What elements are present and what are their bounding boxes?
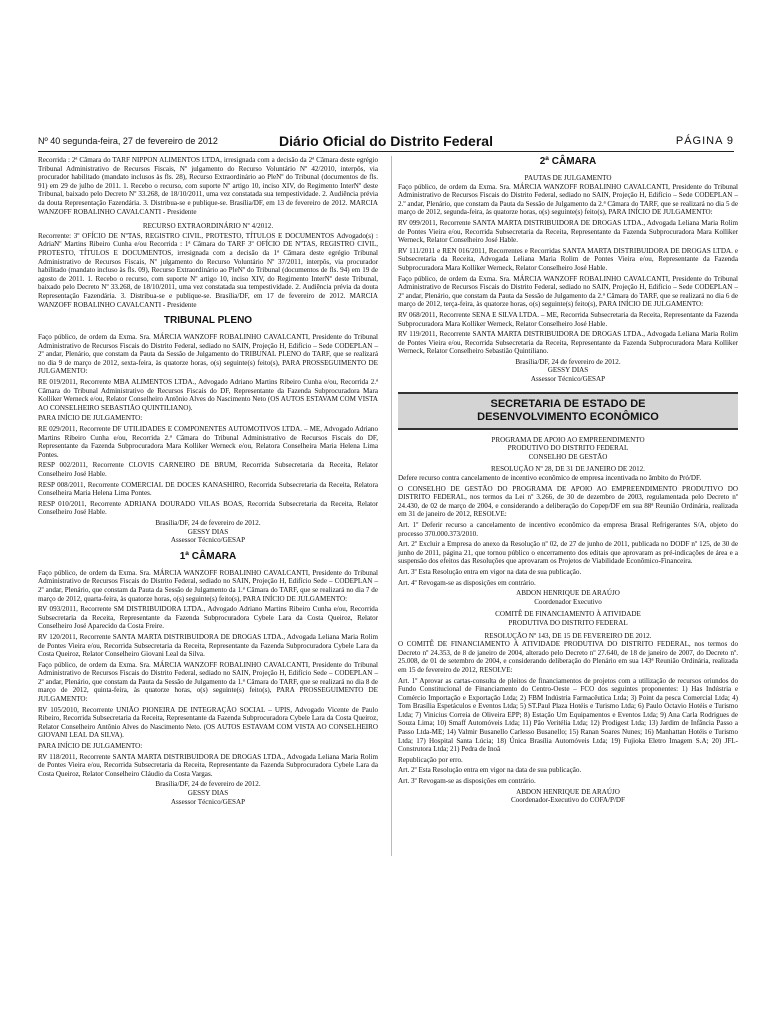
paragraph: Art. 1º Aprovar as cartas-consulta de pleitos de financiamentos de projetos com a utilização de recursos oriundos do Fundo Constitucional de Financiamento do Centro-Oeste – FCO dos seguintes proponentes: 1) Has Indústria e Comércio Importação e Exportação Ltda; 2) FBM Indústria Farmacêutica Ltda; 3) Point da pesca Comercial Ltda; 4) Tom Brasília Espetáculos e Eventos Ltda; 5) ST.Paul Plaza Hotéis e Turismo Ltda; 6) Paulo Octavio Hotéis e Turismo Ltda; 7) Vinicius Correia de Oliveira EPP; 8) Estação Um Equipamentos e Eventos Ltda; 9) Ana Carla Rodrigues de Souza Lima; 10) Smaff Automóveis Ltda; 11) Pão Veritélia Ltda; 12) Prodigest Ltda; 13) Jardim de Infância Passo a Passo Ltda-ME; 14) Valmir Busanello Carlesso Busanello; 15) Ranan Soares Nunes; 16) Manhattan Hotéis e Turismo Ltda; 17) Hospital Santa Lúcia; 18) Única Brasília Automóveis Ltda; 19) Fujioka Eletro Imagem S.A; 20) JFL-Construtora Ltda; 21) Pedra de Inoã: [398, 676, 738, 754]
signature-role: Assessor Técnico/GESAP: [170, 797, 246, 806]
paragraph: Republicação por erro.: [398, 755, 463, 764]
signature-name: GESSY DIAS: [187, 527, 229, 536]
subheading: PAUTAS DE JULGAMENTO: [524, 174, 612, 182]
paragraph: Art. 3º Revogam-se as disposições em contrário.: [398, 777, 536, 786]
paragraph: Recorrida : 2ª Câmara do TARF NIPPON ALIMENTOS LTDA, irresignada com a decisão da 2ª Câmara deste egrégio Tribunal Administrativo de Recursos Fiscais, Nº julgamento do Recurso Voluntário Nº 42/2010, interpôs, via procurador habilitado (mandato inclusos às fls. 28), Recurso Extraordinário ao PleNº do Tribunal (documentos de fls. 91) em 29 de julho de 2011. 1. Recebo o recurso, com suporte Nº artigo 10, inciso XIV, do Regimento InterNº deste Tribunal, baixado pelo Decreto Nº 33.268, de 18/10/2011, uma vez constatada sua tempestividade. 2. Audiência prévia da douta Representação Fazendária. 3. Distribua-se e publique-se. Brasília/DF, em 13 de fevereiro de 2012. MARCIA WANZOFF ROBALINHO CAVALCANTI - Presidente: [38, 156, 378, 216]
paragraph: Art. 1º Deferir recurso a cancelamento de incentivo econômico da empresa Brasal Refrigerantes S/A, objeto do processo 370.000.373/2010.: [398, 521, 738, 538]
secretaria-heading-line: DESENVOLVIMENTO ECONÔMICO: [477, 410, 659, 423]
column-divider: [391, 156, 392, 856]
paragraph: Art. 2º Esta Resolução entra em vigor na data de sua publicação.: [398, 766, 582, 775]
signature-role: Assessor Técnico/GESAP: [530, 375, 606, 384]
secretaria-heading-line: SECRETARIA DE ESTADO DE: [490, 397, 646, 410]
page-header: [38, 133, 734, 152]
program-heading: CONSELHO DE GESTÃO: [528, 452, 608, 461]
paragraph: Defere recurso contra cancelamento de incentivo econômico de empresa incentivada no âmbito do Pró/DF.: [398, 474, 702, 483]
paragraph: PARA INÍCIO DE JULGAMENTO:: [38, 414, 143, 423]
paragraph: RESP 008/2011, Recorrente COMERCIAL DE DOCES KANASHIRO, Recorrida Subsecretaria da Receita, Relatora Conselheira Maria Helena Lima Pontes.: [38, 480, 378, 498]
paragraph: Faço público, de ordem da Exma. Sra. MÁRCIA WANZOFF ROBALINHO CAVALCANTI, Presidente do Tribunal Administrativo de Recursos Fiscais do Distrito Federal, sediado no SAIN, Projeção H, Edifício Sede – CODEPLAN – 2º andar, Plenário, que constam da Pauta da Sessão de Julgamento da 1.ª Câmara do TARF, que se realizará no dia 7 de março de 2012, quarta-feira, às quatorze horas, o(s) seguinte(s) feito(s), PARA INÍCIO DE JULGAMENTO:: [38, 568, 378, 603]
paragraph: Art. 3º Esta Resolução entra em vigor na data de sua publicação.: [398, 567, 582, 576]
program-heading: PROGRAMA DE APOIO AO EMPREENDIMENTO: [491, 435, 645, 444]
signature-name: ABDON HENRIQUE DE ARAÚJO: [516, 787, 620, 796]
paragraph: RESP 010/2011, Recorrente ADRIANA DOURADO VILAS BOAS, Recorrida Subsecretaria da Receita, Relator Conselheiro José Hable.: [38, 499, 378, 517]
signature-role: Coordenador-Executivo do COFA/P/DF: [510, 796, 625, 805]
signature-name: GESSY DIAS: [547, 366, 589, 375]
paragraph: PARA INÍCIO DE JULGAMENTO:: [38, 742, 143, 751]
paragraph: RE 029/2011, Recorrente DF UTILIDADES E COMPONENTES AUTOMOTIVOS LTDA. – ME, Advogado Adriano Martins Ribeiro Cunha e/ou, Recorrida 2.ª Câmara do Tribunal Administrativo de Recursos Fiscais do DF, Representante da Fazenda Subprocuradora Mara Kolliker Werneck e/ou, Relatora Conselheira Maria Helena Lima Pontes.: [38, 425, 378, 459]
program-heading: PRODUTIVO DO DISTRITO FEDERAL: [507, 444, 629, 453]
paragraph: Faço público, de ordem da Exma. Sra. MÁRCIA WANZOFF ROBALINHO CAVALCANTI, Presidente do Tribunal Administrativo de Recursos Fiscais do Distrito Federal, sediado no SAIN, Projeção H, Edifício Sede – CODEPLAN – 2º andar, Plenário, que constam da Pauta da Sessão de Julgamento da 1.ª Câmara do TARF, que se realizará no dia 8 de março de 2012, quinta-feira, às quatorze horas, o(s) seguinte(s) feito(s), PARA PROSSEGUIMENTO DE JULGAMENTO:: [38, 660, 378, 704]
paragraph: O COMITÊ DE FINANCIAMENTO À ATIVIDADE PRODUTIVA DO DISTRITO FEDERAL, nos termos do Decreto nº 24.353, de 8 de janeiro de 2004, alterado pelo Decreto nº 27.640, de 18 de janeiro de 2007, do Decreto nº. 25.008, de 01 de setembro de 2004, e considerando deliberação do Plenário em sua 143ª Reunião Ordinária, realizada em 15 de fevereiro de 2012, RESOLVE:: [398, 640, 738, 674]
paragraph: O CONSELHO DE GESTÃO DO PROGRAMA DE APOIO AO EMPREENDIMENTO PRODUTIVO DO DISTRITO FEDERAL, nos termos da Lei nº 3.266, de 30 de dezembro de 2003, regulamentada pelo Decreto nº 24.430, de 02 de março de 2004, e considerando a deliberação do Copep/DF em sua 88ª Reunião Ordinária, realizada em 31 de janeiro de 2012, RESOLVE:: [398, 484, 738, 519]
paragraph: RESP 002/2011, Recorrente CLOVIS CARNEIRO DE BRUM, Recorrida Subsecretaria da Receita, Relator Conselheiro José Hable.: [38, 461, 378, 478]
paragraph: RV 093/2011, Recorrente SM DISTRIBUIDORA LTDA., Advogado Adriano Martins Ribeiro Cunha e/ou, Recorrida Subsecretaria da Receita, Representante da Fazenda Subprocuradora Cybele Lara da Costa Queiroz, Relator Conselheiro José Aparecido da Costa Freire.: [38, 605, 378, 631]
paragraph: Art. 4º Revogam-se as disposições em contrário.: [398, 578, 536, 587]
section-title-tribunal-pleno: TRIBUNAL PLENO: [163, 315, 253, 327]
signature-date: Brasília/DF, 24 de fevereiro de 2012.: [155, 518, 261, 527]
signature-date: Brasília/DF, 24 de fevereiro de 2012.: [515, 357, 621, 366]
paragraph: RV 120/2011, Recorrente SANTA MARTA DISTRIBUIDORA DE DROGAS LTDA., Advogada Leliana Maria Rolim de Pontes Vieira e/ou, Recorrida Subsecretaria da Receita, Representante da Fazenda Subprocuradora Cybele Lara da Costa Queiroz, Relator Conselheiro Giovani Leal da Silva.: [38, 632, 378, 659]
secretaria-heading-box: [398, 392, 738, 430]
committee-heading: PRODUTIVA DO DISTRITO FEDERAL: [508, 618, 628, 627]
left-column: [38, 156, 378, 806]
resolution-title: RESOLUÇÃO Nº 143, DE 15 DE FEVEREIRO DE 2012.: [484, 631, 652, 640]
paragraph: Recorrente: 3º OFÍCIO DE NºTAS, REGISTRO CIVIL, PROTESTO, TÍTULOS E DOCUMENTOS Advogado(s) : AdriaNº Martins Ribeiro Cunha e/ou Recorrida : 1ª Câmara do TARF 3º OFÍCIO DE NºTAS, REGISTRO CIVIL, PROTESTO, TÍTULOS E DOCUMENTOS, irresignada com a decisão da 1ª Câmara deste egrégio Tribunal Administrativo de Recursos Fiscais, Nº julgamento do Recurso Voluntário Nº 37/2011, interpôs, via procurador habilitado (mandato incluso às fls. 09), Recurso Extraordinário ao PleNº do Tribunal (documentos de fls. 94) em 19 de agosto de 2011. 1. Recebo o recurso, com suporte Nº artigo 10, inciso XIV, do Regimento InterNº deste Tribunal, baixado pelo Decreto Nº 33.268, de 18/10/2011, uma vez constatada sua tempestividade. 2. Audiência prévia da douta Representação Fazendária. 3. Distribua-se e publique-se. Brasília/DF, em 17 de fevereiro de 2012. MARCIA WANZOFF ROBALINHO CAVALCANTI - Presidente: [38, 231, 378, 309]
signature-date: Brasília/DF, 24 de fevereiro de 2012.: [155, 780, 261, 789]
paragraph: RV 118/2011, Recorrente SANTA MARTA DISTRIBUIDORA DE DROGAS LTDA., Advogada Leliana Maria Rolim de Pontes Vieira e/ou, Recorrida Subsecretaria da Receita, Representante da Fazenda Subprocuradora Cybele Lara da Costa Queiroz, Relator Conselheiro Cláudio da Costa Vargas.: [38, 752, 378, 778]
paragraph: Faço público, de ordem da Exma. Sra. MÁRCIA WANZOFF ROBALINHO CAVALCANTI, Presidente do Tribunal Administrativo de Recursos Fiscais do Distrito Federal, sediado no SAIN, Projeção H, Edifício – Sede CODEPLAN – 2.º andar, Plenário, que constam da Pauta da Sessão de Julgamento da 2.ª Câmara do TARF, que se realizará no dia 5 de março de 2012, segunda-feira, às quatorze horas, o(s) seguinte(s) feito(s), PARA INÍCIO DE JULGAMENTO:: [398, 182, 738, 217]
resolution-title: RESOLUÇÃO Nº 28, DE 31 DE JANEIRO DE 2012.: [491, 465, 645, 474]
signature-role: Coordenador Executivo: [534, 597, 602, 606]
paragraph: Faço público, de ordem da Exma. Sra. MÁRCIA WANZOFF ROBALINHO CAVALCANTI, Presidente do Tribunal Administrativo de Recursos Fiscais do Distrito Federal, sediado no SAIN, Projeção H, Edifício – Sede CODEPLAN – 2º andar, Plenário, que constam da Pauta da Sessão de Julgamento do TRIBUNAL PLENO do TARF, que se realizará no dia 9 de março de 2012, sexta-feira, às quatorze horas, o(s) seguinte(s) feito(s), PARA PROSSEGUIMENTO DE JULGAMENTO:: [38, 333, 378, 376]
paragraph: Art. 2º Excluir a Empresa do anexo da Resolução nº 02, de 27 de junho de 2011, publicada no DODF nº 125, de 30 de junho de 2011, página 21, que tornou público o encerramento dos editais que aprovaram as pré-indicações de área e a suspensão dos efeitos das Resoluções que aprovaram os Projetos de Viabilidade Econômico-Financeira.: [398, 540, 738, 566]
paragraph: RV 111/2011 e REN 016/2011, Recorrentes e Recorridas SANTA MARTA DISTRIBUIDORA DE DROGAS LTDA. e Subsecretaria da Receita, Advogada Leliana Maria Rolim de Pontes Vieira e/ou, Representante da Fazenda Subprocuradora Mara Kolliker Werneck, Relator Conselheiro José Hable.: [398, 246, 738, 272]
paragraph: RV 105/2010, Recorrente UNIÃO PIONEIRA DE INTEGRAÇÃO SOCIAL – UPIS, Advogado Vicente de Paulo Ribeiro, Recorrida Subsecretaria da Receita, Representante da Fazenda Subprocuradora Cybele Lara da Costa Queiroz, Relator Conselheiro Antônio Alves do Nascimento Neto. (OS AUTOS ESTAVAM COM VISTA AO CONSELHEIRO GIOVANI LEAL DA SILVA).: [38, 705, 378, 740]
paragraph: RE 019/2011, Recorrente MBA ALIMENTOS LTDA., Advogado Adriano Martins Ribeiro Cunha e/ou, Recorrida 2.ª Câmara do Tribunal Administrativo de Recursos Fiscais do DF, Representante da Fazenda Subprocuradora Mara Kolliker Werneck e/ou, Relator Conselheiro Antônio Alves do Nascimento Neto (OS AUTOS ESTAVAM COM VISTA AO CONSELHEIRO SEBASTIÃO QUINTILIANO).: [38, 378, 378, 412]
section-title-2a-camara: 2ª CÂMARA: [539, 156, 597, 167]
paragraph: RV 099/2011, Recorrente SANTA MARTA DISTRIBUIDORA DE DROGAS LTDA., Advogada Leliana Maria Rolim de Pontes Vieira e/ou, Recorrida Subsecretaria da Receita, Representante da Fazenda Subprocuradora Mara Kolliker Werneck, Relator Conselheiro José Hable.: [398, 218, 738, 245]
section-title-1a-camara: 1ª CÂMARA: [179, 550, 237, 562]
right-column: [398, 156, 738, 805]
paragraph: RV 068/2011, Recorrente SENA E SILVA LTDA. – ME, Recorrida Subsecretaria da Receita, Representante da Fazenda Subprocuradora Mara Kolliker Werneck, Relator Conselheiro José Hable.: [398, 310, 738, 328]
subheading: RECURSO EXTRAORDINÁRIO Nº 4/2012.: [142, 222, 274, 231]
paragraph: RV 119/2011, Recorrente SANTA MARTA DISTRIBUIDORA DE DROGAS LTDA., Advogada Leliana Maria Rolim de Pontes Vieira e/ou, Recorrida Subsecretaria da Receita, Representante da Fazenda Subprocuradora Mara Kolliker Werneck, Relator Conselheiro Sebastião Quintiliano.: [398, 330, 738, 356]
committee-heading: COMITÊ DE FINANCIAMENTO À ATIVIDADE: [495, 610, 641, 619]
paragraph: Faço público, de ordem da Exma. Sra. MÁRCIA WANZOFF ROBALINHO CAVALCANTI, Presidente do Tribunal Administrativo de Recursos Fiscais do Distrito Federal, sediado no SAIN, Projeção H, Edifício – Sede CODEPLAN – 2º andar, Plenário, que constam da Pauta da Sessão de Julgamento da 2.ª Câmara do TARF, que se realizará no dia 6 de março de 2012, terça-feira, às quatorze horas, o(s) seguinte(s) feito(s), PARA INÍCIO DE JULGAMENTO:: [398, 274, 738, 309]
issue-info: Nº 40 segunda-feira, 27 de fevereiro de 2012: [38, 136, 218, 146]
signature-name: GESSY DIAS: [187, 789, 229, 797]
signature-role: Assessor Técnico/GESAP: [170, 536, 246, 545]
page-number: PÁGINA 9: [675, 135, 734, 147]
signature-name: ABDON HENRIQUE DE ARAÚJO: [516, 589, 620, 598]
newspaper-title: Diário Oficial do Distrito Federal: [279, 133, 493, 149]
